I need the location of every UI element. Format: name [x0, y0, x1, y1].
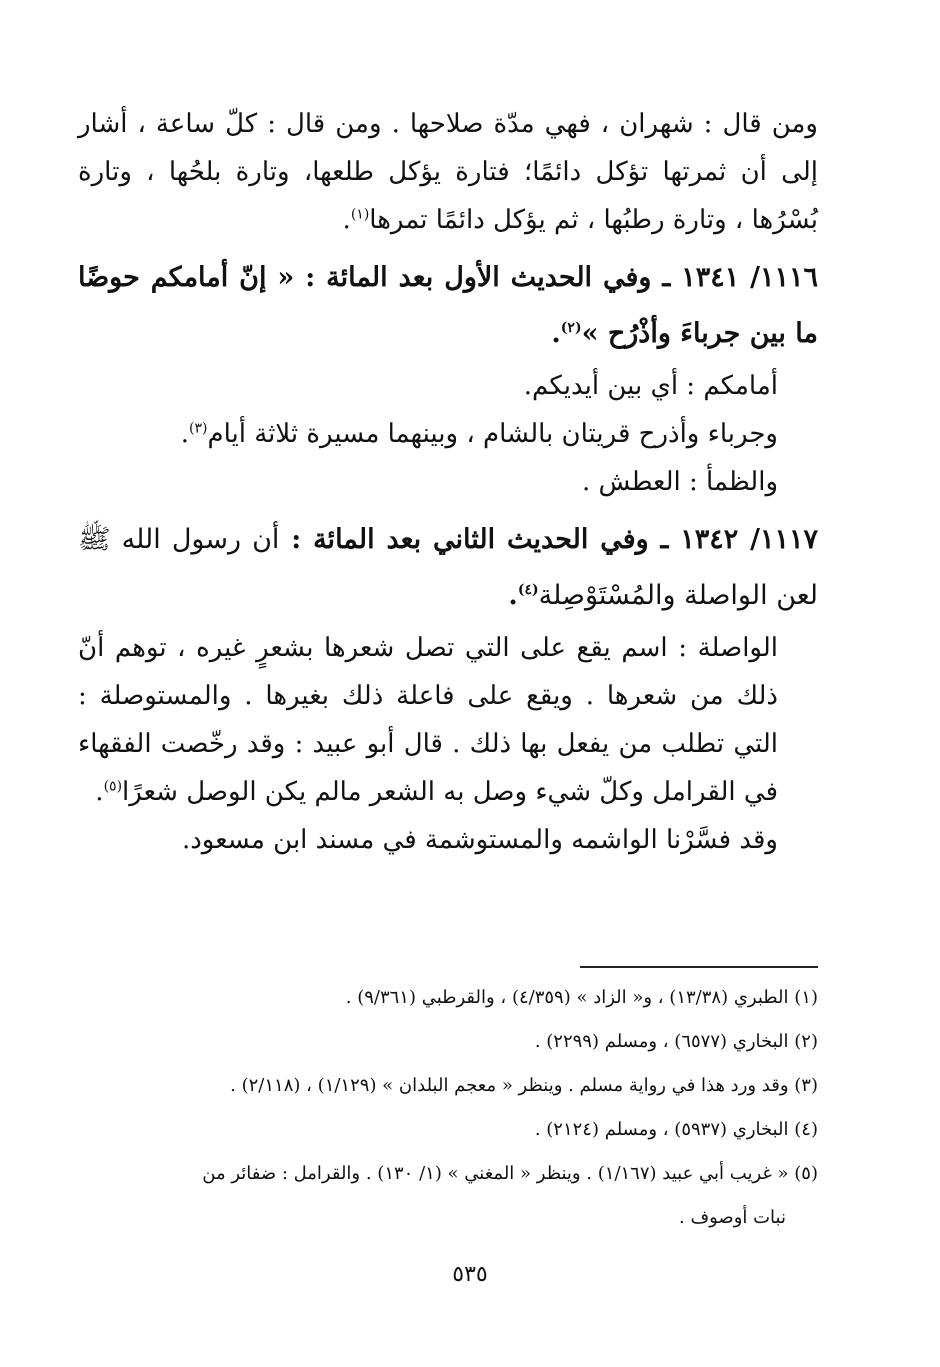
footnote-ref-2: (٢) [560, 320, 582, 336]
paragraph-1-text: ومن قال : شهران ، فهي مدّة صلاحها . ومن قال : كلّ ساعة ، أشار إلى أن ثمرتها تؤكل دائمًا؛ فتارة يؤكل طلعها، وتارة بلحُها ، وتارة بُسْرُها ، وتارة رطبُها ، ثم يؤكل دائمًا تمرها [78, 109, 818, 235]
gloss-line-3 [78, 458, 818, 506]
footnote-ref-1: (١) [350, 206, 370, 223]
footnote-ref-5: (٥) [103, 778, 123, 795]
paragraph-2: الواصلة : اسم يقع على التي تصل شعرها بشعرٍ غيره ، توهم أنّ ذلك من شعرها . ويقع على فاعلة ذلك بغيرها . والمستوصلة : التي تطلب من يفعل بها ذلك . قال أبو عبيد : وقد رخّصت الفقهاء في القرامل وكلّ شيء وصل به الشعر مالم يكن الوصل شعرًا$^{(٥)}$. [78, 633, 778, 807]
paragraph-3 [78, 816, 818, 864]
footnote-1: (١) الطبري (١٣/٣٨) ، و« الزاد » (٤/٣٥٩) ، والقرطبي (٩/٣٦١) . [345, 987, 818, 1008]
paragraph-3-text: وقد فسَّرْنا الواشمه والمستوشمة في مسند ابن مسعود. [181, 825, 778, 855]
hadith-1116-number: ١١١٦/ ١٣٤١ ـ [662, 262, 818, 293]
hadith-1117: ١١١٧/ ١٣٤٢ ـ وفي الحديث الثاني بعد المائة : أن رسول الله ﷺ لعن الواصلة والمُسْتَوْصِلة$^{(٤)}$. [78, 524, 819, 611]
hadith-1116-text: « إنّ أمامكم حوضًا ما بين جرباءَ وأذْرُح » [78, 262, 818, 349]
hadith-1117-title: وفي الحديث الثاني بعد المائة : [291, 524, 649, 555]
gloss-line-1 [78, 362, 818, 410]
footnote-4: (٤) البخاري (٥٩٣٧) ، ومسلم (٢١٢٤) . [534, 1119, 818, 1140]
footnotes [78, 976, 818, 1240]
gloss-line-2: وجرباء وأذرح قريتان بالشام ، وبينهما مسيرة ثلاثة أيام$^{(٣)}$. [180, 419, 778, 449]
paragraph-1: ومن قال : شهران ، فهي مدّة صلاحها . ومن قال : كلّ ساعة ، أشار إلى أن ثمرتها تؤكل دائمًا؛ فتارة يؤكل طلعها، وتارة بلحُها ، وتارة بُسْرُها ، وتارة رطبُها ، ثم يؤكل دائمًا تمرها$^{(١)}$. [78, 109, 818, 235]
main-text [78, 100, 818, 864]
hadith-1117-text: أن رسول الله ﷺ لعن الواصلة والمُسْتَوْصِلة [78, 524, 818, 611]
hadith-1117-number: ١١١٧/ ١٣٤٢ ـ [660, 524, 819, 555]
footnote-ref-3: (٣) [189, 420, 208, 437]
paragraph-2-text: الواصلة : اسم يقع على التي تصل شعرها بشعرٍ غيره ، توهم أنّ ذلك من شعرها . ويقع على فاعلة ذلك بغيرها . والمستوصلة : التي تطلب من يفعل بها ذلك . قال أبو عبيد : وقد رخّصت الفقهاء في القرامل وكلّ شيء وصل به الشعر مالم يكن الوصل شعرًا [78, 633, 778, 807]
footnote-5: (٥) « غريب أبي عبيد (١/١٦٧) . وينظر « المغني » (١/ ١٣٠) . والقرامل : ضفائر من [202, 1163, 818, 1184]
footnote-3: (٣) وقد ورد هذا في رواية مسلم . وينظر « معجم البلدان » (١/١٢٩) ، (٢/١١٨) . [230, 1075, 818, 1096]
body-text [78, 100, 818, 864]
gloss-line-1-text: أمامكم : أي بين أيديكم. [523, 371, 778, 401]
hadith-1116-title: وفي الحديث الأول بعد المائة : [305, 262, 652, 293]
gloss-line-3-text: والظمأ : العطش . [582, 467, 778, 497]
footnote-divider [580, 966, 818, 968]
footnote-5-continuation: نبات أوصوف . [679, 1207, 786, 1228]
footnote-ref-4: (٤) [517, 582, 539, 598]
page-number: ٥٣٥ [452, 1262, 488, 1287]
hadith-1116: ١١١٦/ ١٣٤١ ـ وفي الحديث الأول بعد المائة : « إنّ أمامكم حوضًا ما بين جرباءَ وأذْرُح »$^{(٢)}$. [78, 262, 818, 349]
footnote-2: (٢) البخاري (٦٥٧٧) ، ومسلم (٢٢٩٩) . [534, 1031, 818, 1052]
gloss-line-2-text: وجرباء وأذرح قريتان بالشام ، وبينهما مسيرة ثلاثة أيام [207, 419, 778, 449]
